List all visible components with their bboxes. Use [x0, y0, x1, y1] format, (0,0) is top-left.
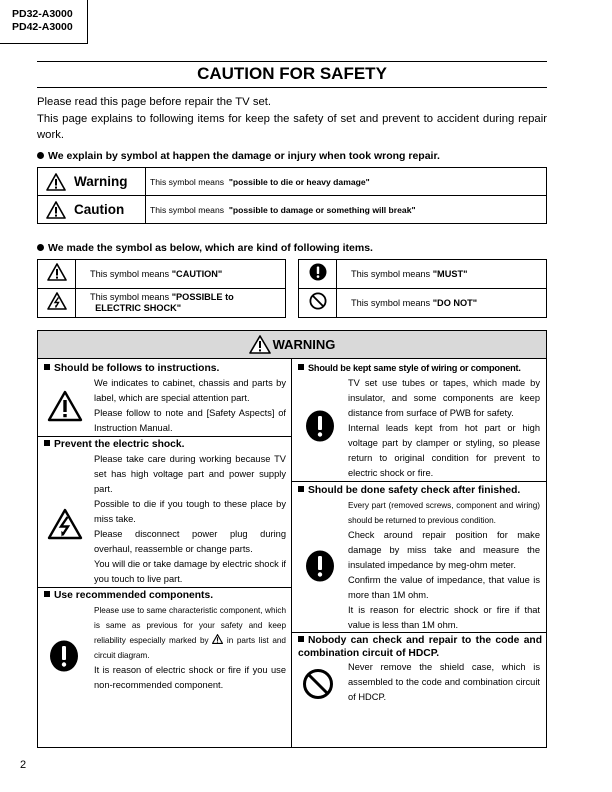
warning-desc-prefix: This symbol means — [150, 176, 225, 187]
symbols-table-right — [298, 259, 547, 318]
section-divider — [292, 632, 546, 633]
warning-desc-meaning: "possible to die or heavy damage" — [228, 176, 370, 187]
page-number: 2 — [20, 759, 27, 771]
intro-text — [37, 94, 547, 144]
caution-triangle-icon — [47, 263, 67, 281]
caution-label: Caution — [74, 202, 125, 217]
warning-triangle-icon — [249, 335, 271, 354]
page-title: CAUTION FOR SAFETY — [197, 64, 387, 83]
symbols-table-left — [37, 259, 286, 318]
section-divider — [38, 587, 291, 588]
warning-level-row — [38, 168, 547, 196]
caution-level-row — [38, 196, 547, 224]
wiring-body: TV set use tubes or tapes, which made by insulator, and some components are keep distance from surface of PWB for safety. Internal leads kept from hot part or high voltage part by clamper or styling, so please return to original condition for prevent to electric shock or fire. — [348, 378, 540, 478]
instructions-heading: Should be follows to instructions. — [44, 362, 219, 375]
model-number-box — [0, 0, 88, 44]
square-bullet-icon — [44, 364, 50, 370]
intro-line-2: This page explains to following items for keep the safety of set and prevent to accident during repair work. — [37, 112, 547, 141]
symbol-caution-text: This symbol means "CAUTION" — [76, 260, 286, 289]
must-icon — [309, 263, 327, 281]
bullet-icon — [37, 152, 44, 159]
square-bullet-icon — [44, 440, 50, 446]
shock-heading: Prevent the electric shock. — [44, 438, 185, 451]
warning-level-table — [37, 167, 547, 224]
instructions-body: We indicates to cabinet, chassis and parts by label, which are special attention part. Please follow to note and [Safety Aspects] of Instruction Manual. — [94, 378, 286, 433]
shock-body: Please take care during working because TV set has high voltage part and power supply part. Possible to die if you tough to these place by miss take. Please disconnect power plug during overhaul, reassemble or change parts. You will die or take damage by electric shock if you touch to live part. — [94, 454, 286, 584]
symbol-donot-text: This symbol means "DO NOT" — [337, 289, 547, 318]
section-divider — [38, 436, 291, 437]
model-number-1: PD32-A3000 — [12, 8, 73, 20]
hdcp-body: Never remove the shield case, which is assembled to the code and combination circuit of HDCP. — [348, 662, 540, 702]
caution-triangle-icon — [46, 201, 66, 219]
caution-triangle-icon — [212, 634, 223, 644]
caution-desc-meaning: "possible to damage or something will break" — [228, 204, 416, 215]
model-number-2: PD42-A3000 — [12, 21, 73, 33]
square-bullet-icon — [298, 486, 304, 492]
hdcp-heading: Nobody can check and repair to the code and combination circuit of HDCP. — [298, 635, 542, 659]
check-heading: Should be done safety check after finished. — [298, 484, 520, 497]
symbols-heading: We made the symbol as below, which are kind of following items. — [37, 242, 373, 254]
square-bullet-icon — [298, 636, 304, 642]
caution-triangle-icon — [47, 390, 83, 422]
electric-shock-icon — [47, 508, 83, 540]
warning-triangle-icon — [46, 173, 66, 191]
warning-box-header — [38, 331, 546, 359]
components-heading: Use recommended components. — [44, 589, 213, 602]
electric-shock-icon — [47, 292, 67, 310]
check-body: Every part (removed screws, component and wiring) should be returned to previous condition. Check around repair position for make damage by miss take and measure the insulated impedance by meg-ohm meter. Confirm the value of impedance, that value is more than 1M ohm. It is reason for electric shock or fire if that value is less than 1M ohm. — [348, 501, 540, 630]
warning-label: Warning — [74, 174, 128, 189]
square-bullet-icon — [298, 364, 304, 370]
do-not-icon — [302, 668, 334, 700]
intro-line-1: Please read this page before repair the TV set. — [37, 96, 272, 108]
section-divider — [292, 481, 546, 482]
must-icon — [305, 410, 335, 442]
warning-box-column-divider — [291, 359, 292, 748]
components-body: Please use to same characteristic component, which is same as previous for your safety and keep reliability especially marked by in parts list and circuit diagram. It is reason of electric shock or fire if you use non-recommended component. — [94, 606, 286, 690]
title-bottom-rule — [37, 87, 547, 88]
caution-desc-prefix: This symbol means — [150, 204, 225, 215]
warning-box-title: WARNING — [272, 337, 336, 352]
square-bullet-icon — [44, 591, 50, 597]
bullet-icon — [37, 244, 44, 251]
symbol-must-text: This symbol means "MUST" — [337, 260, 547, 289]
do-not-icon — [309, 292, 327, 310]
symbol-explain-heading: We explain by symbol at happen the damage or injury when took wrong repair. — [37, 150, 440, 162]
must-icon — [49, 640, 79, 672]
must-icon — [305, 550, 335, 582]
wiring-heading: Should be kept same style of wiring or component. — [298, 362, 521, 375]
symbol-shock-text: This symbol means "POSSIBLE to ELECTRIC SHOCK" — [76, 289, 286, 318]
title-top-rule — [37, 61, 547, 62]
